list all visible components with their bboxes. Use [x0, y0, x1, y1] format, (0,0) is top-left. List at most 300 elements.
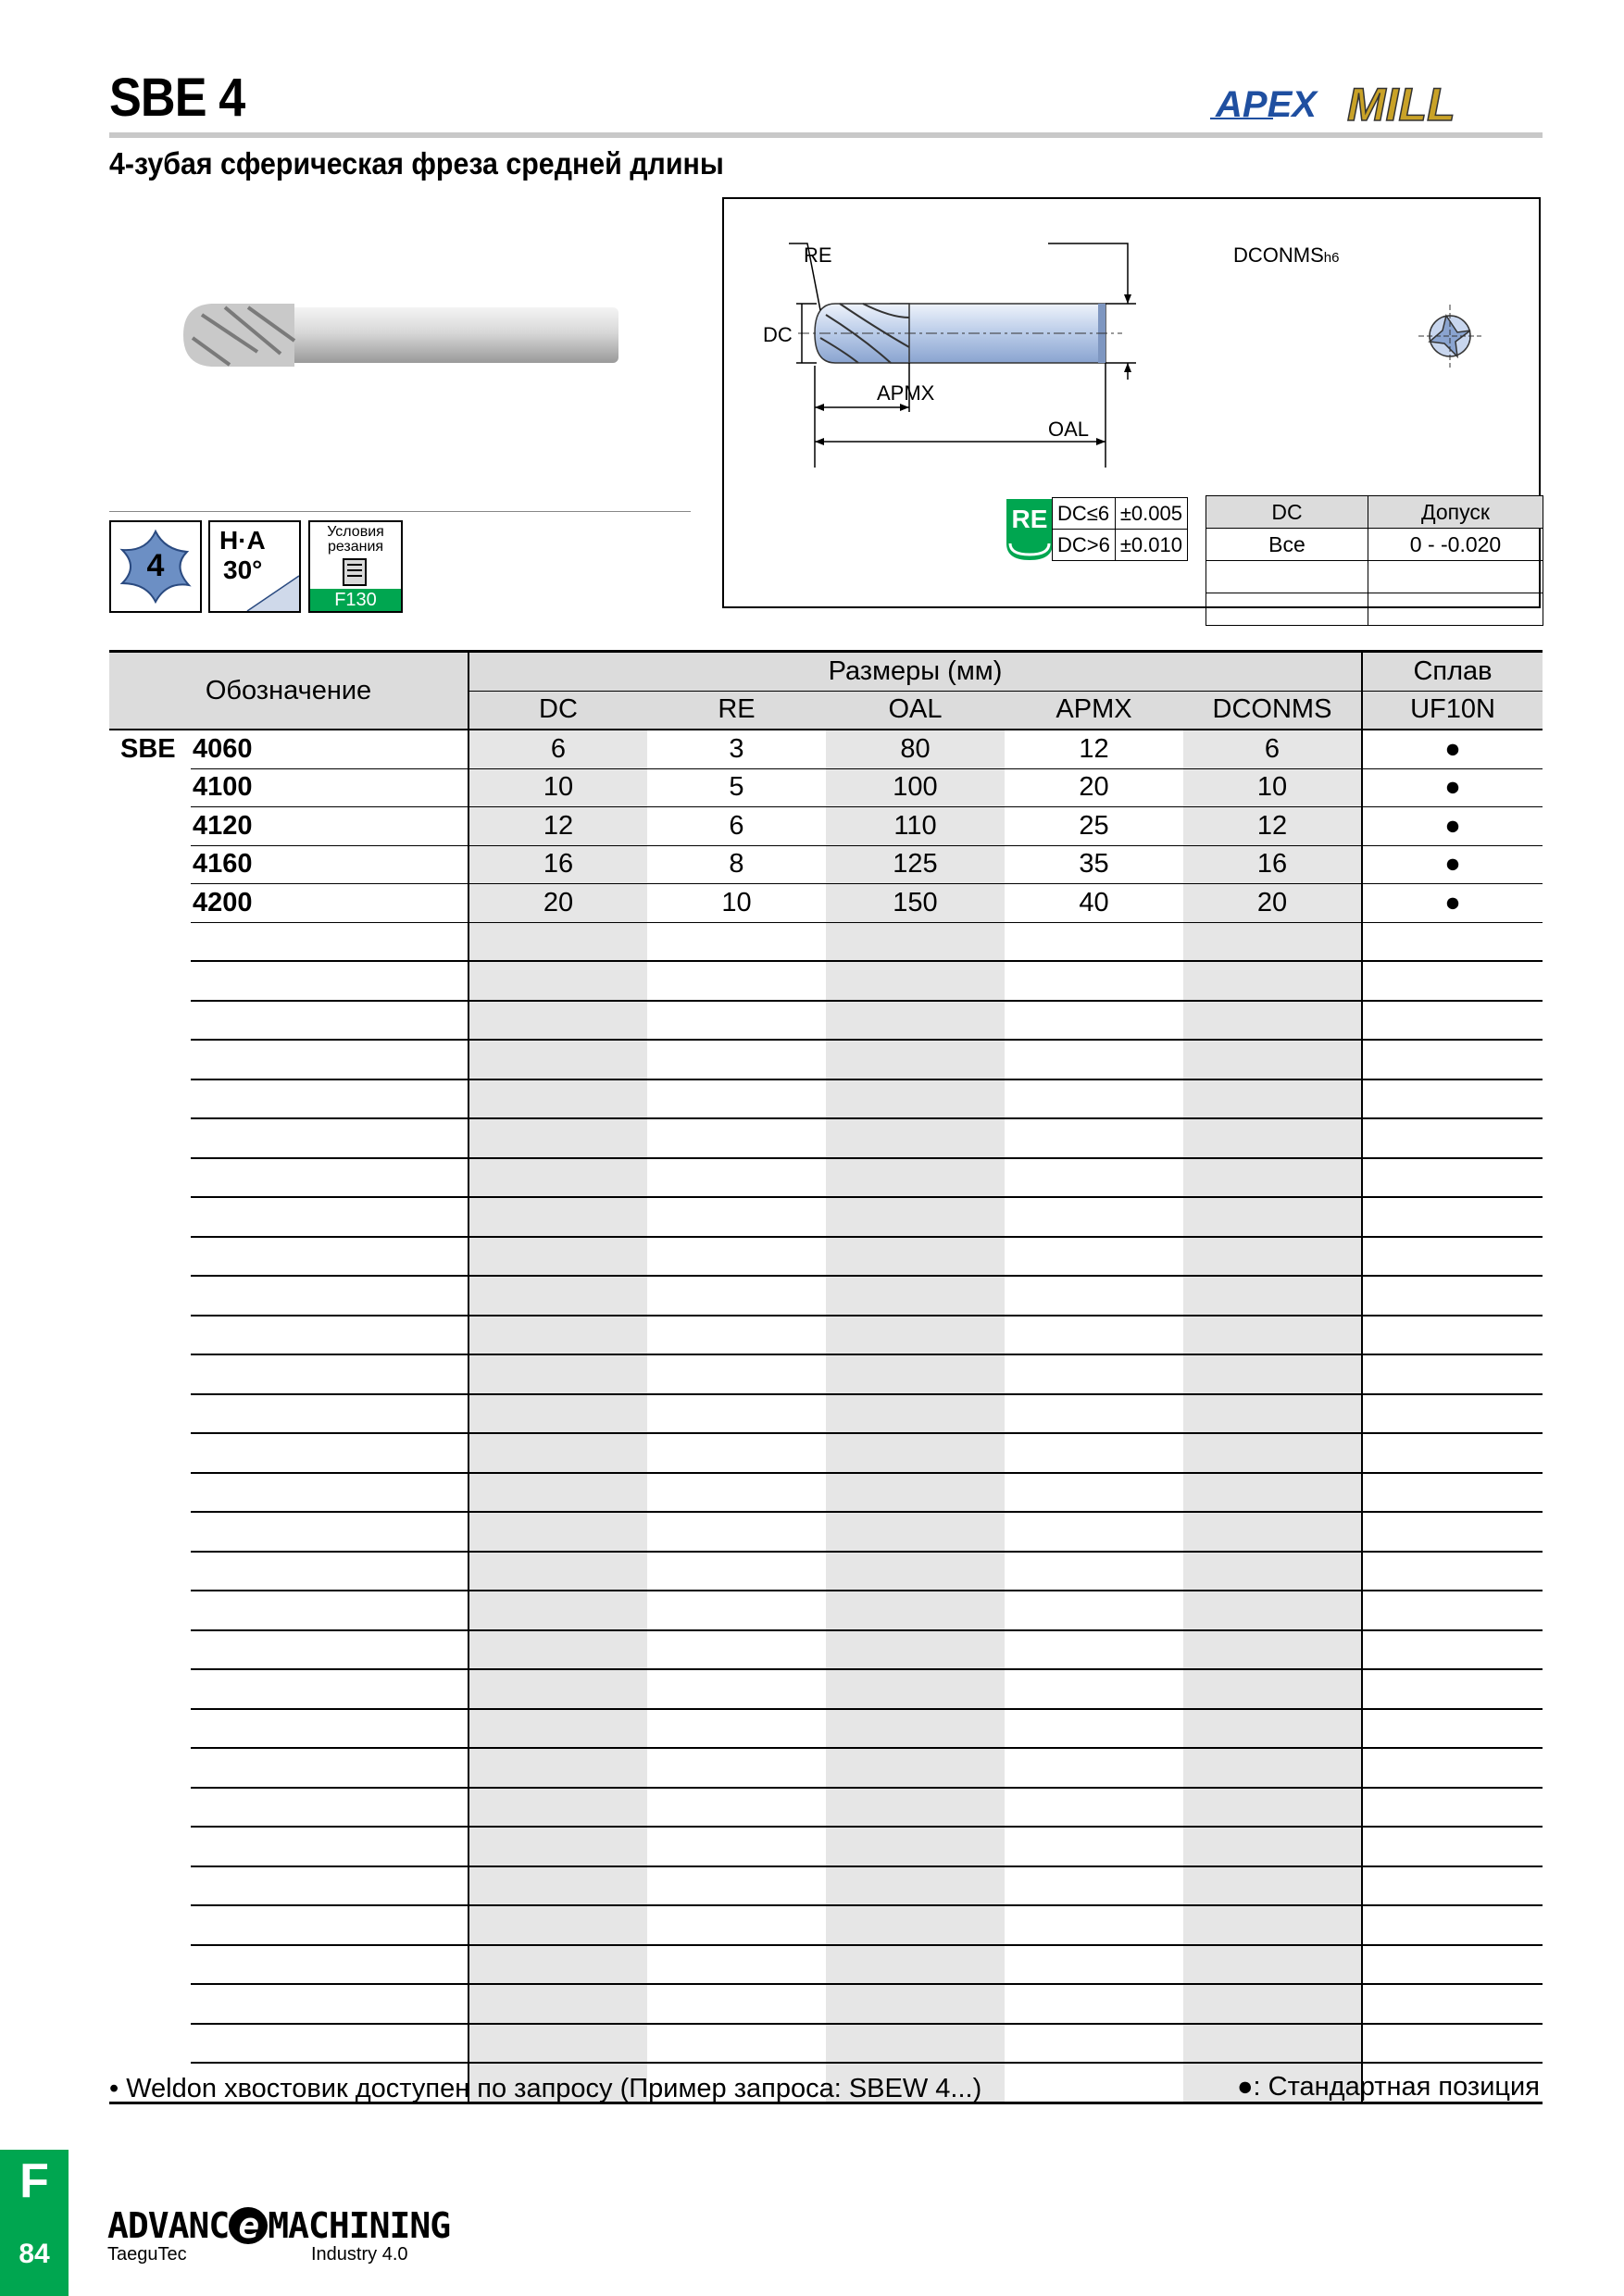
empty-table-row	[109, 1276, 1543, 1316]
cell-oal	[826, 1197, 1005, 1237]
cell-re	[647, 1512, 826, 1552]
series-cell	[109, 1984, 191, 2024]
cell-oal	[826, 1040, 1005, 1079]
cell-dc	[468, 1866, 647, 1906]
designation-code	[191, 1158, 468, 1198]
cell-oal	[826, 1237, 1005, 1277]
cell-apmx	[1005, 1788, 1183, 1828]
re-label: RE	[804, 243, 832, 267]
empty-table-row	[109, 1905, 1543, 1945]
cutting-conditions-icon	[308, 520, 403, 613]
re-tol-cond: DC≤6	[1053, 498, 1116, 530]
cell-apmx	[1005, 1276, 1183, 1316]
cell-re	[647, 1118, 826, 1158]
standard-mark	[1362, 1512, 1543, 1552]
product-table	[109, 650, 1543, 2104]
cell-dconms	[1183, 1316, 1362, 1355]
cell-apmx	[1005, 1158, 1183, 1198]
cell-dconms	[1183, 1552, 1362, 1591]
cell-apmx	[1005, 1001, 1183, 1041]
cell-apmx	[1005, 1237, 1183, 1277]
cell-apmx	[1005, 2063, 1183, 2103]
cell-apmx	[1005, 1316, 1183, 1355]
cell-re	[647, 922, 826, 961]
cell-oal	[826, 1394, 1005, 1434]
designation-code	[191, 1316, 468, 1355]
series-cell	[109, 1630, 191, 1670]
header-rule	[109, 132, 1543, 138]
standard-mark	[1362, 1276, 1543, 1316]
empty-table-row	[109, 1237, 1543, 1277]
dc-tol-cell: Все	[1206, 529, 1368, 561]
cell-dc	[468, 1512, 647, 1552]
cell-oal	[826, 1905, 1005, 1945]
series-cell	[109, 1394, 191, 1434]
cell-oal	[826, 922, 1005, 961]
standard-mark: ●	[1362, 884, 1543, 923]
cell-dconms	[1183, 2024, 1362, 2064]
cell-dc	[468, 1945, 647, 1985]
helix-angle-icon	[208, 520, 301, 613]
cell-apmx	[1005, 961, 1183, 1001]
col-header-apmx: APMX	[1005, 691, 1183, 730]
conditions-page-ref[interactable]: F130	[310, 589, 401, 611]
cell-dconms	[1183, 1512, 1362, 1552]
series-cell	[109, 807, 191, 846]
series-cell	[109, 1316, 191, 1355]
dc-tol-empty	[1206, 561, 1368, 593]
cell-dconms	[1183, 1237, 1362, 1277]
empty-table-row	[109, 1709, 1543, 1749]
col-header-oal: OAL	[826, 691, 1005, 730]
section-letter: F	[19, 2154, 49, 2208]
re-tolerance-table	[1052, 497, 1188, 561]
series-cell	[109, 1197, 191, 1237]
cell-apmx: 20	[1005, 768, 1183, 807]
empty-table-row	[109, 1354, 1543, 1394]
cell-apmx	[1005, 1118, 1183, 1158]
cell-oal: 100	[826, 768, 1005, 807]
series-cell	[109, 1001, 191, 1041]
standard-mark	[1362, 1316, 1543, 1355]
cell-re	[647, 1630, 826, 1670]
cell-oal	[826, 1316, 1005, 1355]
series-cell	[109, 884, 191, 923]
cell-oal	[826, 1788, 1005, 1828]
series-cell	[109, 1473, 191, 1513]
svg-text:MILL: MILL	[1347, 79, 1455, 128]
cell-oal	[826, 1748, 1005, 1788]
cell-re: 10	[647, 884, 826, 923]
empty-table-row	[109, 1788, 1543, 1828]
cell-re	[647, 1276, 826, 1316]
cell-apmx	[1005, 922, 1183, 961]
series-cell	[109, 1552, 191, 1591]
cell-apmx	[1005, 1394, 1183, 1434]
cell-re: 6	[647, 807, 826, 846]
designation-code	[191, 1473, 468, 1513]
cell-apmx	[1005, 1827, 1183, 1866]
standard-mark	[1362, 1158, 1543, 1198]
designation-code	[191, 1394, 468, 1434]
empty-table-row	[109, 1591, 1543, 1630]
empty-table-row	[109, 1473, 1543, 1513]
standard-mark	[1362, 1788, 1543, 1828]
cell-dc	[468, 1118, 647, 1158]
series-cell	[109, 1040, 191, 1079]
cell-dc	[468, 1552, 647, 1591]
cell-apmx	[1005, 1512, 1183, 1552]
cell-re	[647, 1552, 826, 1591]
designation-code	[191, 1866, 468, 1906]
re-tol-value: ±0.005	[1115, 498, 1187, 530]
standard-mark	[1362, 1197, 1543, 1237]
cell-dc	[468, 1984, 647, 2024]
series-cell	[109, 1905, 191, 1945]
col-header-dc: DC	[468, 691, 647, 730]
standard-mark	[1362, 2024, 1543, 2064]
cell-dc	[468, 1827, 647, 1866]
svg-text:APEX: APEX	[1216, 84, 1317, 125]
cell-re	[647, 1158, 826, 1198]
cell-dc: 10	[468, 768, 647, 807]
cell-dc	[468, 1394, 647, 1434]
cell-apmx	[1005, 1473, 1183, 1513]
cell-oal	[826, 1276, 1005, 1316]
empty-table-row	[109, 1945, 1543, 1985]
cell-dc	[468, 1316, 647, 1355]
cell-re: 3	[647, 730, 826, 768]
series-cell	[109, 922, 191, 961]
empty-table-row	[109, 1552, 1543, 1591]
cell-dconms	[1183, 1433, 1362, 1473]
designation-code	[191, 1552, 468, 1591]
cell-re	[647, 961, 826, 1001]
series-cell	[109, 2024, 191, 2064]
cell-re	[647, 1827, 826, 1866]
cell-dconms	[1183, 1079, 1362, 1119]
cell-re	[647, 1001, 826, 1041]
designation-code	[191, 1630, 468, 1670]
cell-dc	[468, 1079, 647, 1119]
cell-dconms	[1183, 1001, 1362, 1041]
cell-dconms	[1183, 1945, 1362, 1985]
standard-mark	[1362, 1394, 1543, 1434]
helix-label: H·A	[219, 526, 266, 555]
cell-dconms	[1183, 1197, 1362, 1237]
series-cell	[109, 1748, 191, 1788]
cell-dc: 16	[468, 845, 647, 884]
re-tolerance-badge: RE	[1005, 497, 1055, 562]
book-icon	[342, 557, 369, 587]
cell-dc	[468, 1237, 647, 1277]
designation-code	[191, 1827, 468, 1866]
series-cell	[109, 1866, 191, 1906]
standard-mark	[1362, 1118, 1543, 1158]
re-tol-value: ±0.010	[1115, 530, 1187, 561]
cell-apmx	[1005, 1433, 1183, 1473]
designation-code	[191, 922, 468, 961]
series-cell	[109, 768, 191, 807]
designation-code	[191, 1788, 468, 1828]
tool-photo	[174, 287, 637, 380]
empty-table-row	[109, 961, 1543, 1001]
cell-re	[647, 1394, 826, 1434]
oal-label: OAL	[1048, 418, 1090, 441]
designation-code	[191, 1433, 468, 1473]
series-cell	[109, 1945, 191, 1985]
cell-re	[647, 1316, 826, 1355]
standard-mark	[1362, 1630, 1543, 1670]
standard-mark	[1362, 1669, 1543, 1709]
cell-dconms	[1183, 1354, 1362, 1394]
standard-mark	[1362, 1079, 1543, 1119]
series-cell	[109, 961, 191, 1001]
cell-oal	[826, 1984, 1005, 2024]
designation-code	[191, 1354, 468, 1394]
series-cell	[109, 1669, 191, 1709]
series-cell	[109, 1827, 191, 1866]
cell-dconms	[1183, 1669, 1362, 1709]
cell-dconms	[1183, 1158, 1362, 1198]
standard-mark: ●	[1362, 768, 1543, 807]
cell-dconms	[1183, 1827, 1362, 1866]
cell-oal: 125	[826, 845, 1005, 884]
table-row	[109, 807, 1543, 846]
cell-dconms: 6	[1183, 730, 1362, 768]
cell-re	[647, 2024, 826, 2064]
empty-table-row	[109, 1866, 1543, 1906]
cell-re	[647, 1905, 826, 1945]
cell-apmx	[1005, 1905, 1183, 1945]
cell-oal	[826, 961, 1005, 1001]
cell-dconms: 16	[1183, 845, 1362, 884]
designation-code	[191, 1237, 468, 1277]
cell-dc	[468, 1709, 647, 1749]
empty-table-row	[109, 1001, 1543, 1041]
dconms-label: DCONMSh6	[1233, 243, 1340, 267]
cell-oal	[826, 1945, 1005, 1985]
series-cell	[109, 1158, 191, 1198]
re-tol-cond: DC>6	[1053, 530, 1116, 561]
cell-dconms	[1183, 1394, 1362, 1434]
designation-code: 4120	[191, 807, 468, 846]
cell-dconms	[1183, 1984, 1362, 2024]
dc-tol-empty	[1206, 593, 1368, 626]
cell-dconms: 10	[1183, 768, 1362, 807]
table-row	[109, 730, 1543, 768]
designation-code	[191, 1040, 468, 1079]
cell-dc: 6	[468, 730, 647, 768]
apmx-label: APMX	[877, 381, 935, 405]
empty-table-row	[109, 1079, 1543, 1119]
standard-mark	[1362, 1473, 1543, 1513]
section-tab	[0, 2150, 69, 2296]
cell-oal	[826, 1079, 1005, 1119]
flute-count: 4	[146, 548, 165, 583]
cell-oal	[826, 2024, 1005, 2064]
designation-code: 4200	[191, 884, 468, 923]
empty-table-row	[109, 1197, 1543, 1237]
series-cell	[109, 845, 191, 884]
designation-code	[191, 1591, 468, 1630]
cell-apmx	[1005, 1040, 1183, 1079]
designation-code	[191, 2024, 468, 2064]
cell-oal	[826, 1118, 1005, 1158]
cell-dconms	[1183, 1630, 1362, 1670]
cell-dc	[468, 1630, 647, 1670]
page-number: 84	[19, 2239, 50, 2269]
cell-apmx	[1005, 1552, 1183, 1591]
empty-table-row	[109, 1394, 1543, 1434]
cell-dc	[468, 1788, 647, 1828]
cell-re	[647, 1591, 826, 1630]
designation-code	[191, 1118, 468, 1158]
cell-dconms	[1183, 1709, 1362, 1749]
designation-code	[191, 1709, 468, 1749]
cell-dconms	[1183, 1276, 1362, 1316]
series-cell	[109, 1276, 191, 1316]
cell-dconms: 20	[1183, 884, 1362, 923]
series-cell	[109, 1237, 191, 1277]
cell-apmx	[1005, 1866, 1183, 1906]
cell-dc	[468, 1669, 647, 1709]
cell-dconms	[1183, 1788, 1362, 1828]
standard-mark	[1362, 1945, 1543, 1985]
standard-mark	[1362, 922, 1543, 961]
standard-mark	[1362, 1827, 1543, 1866]
alloy-header: Сплав	[1362, 652, 1543, 692]
series-cell	[109, 1079, 191, 1119]
cell-re: 5	[647, 768, 826, 807]
cell-dc: 12	[468, 807, 647, 846]
cell-oal	[826, 1433, 1005, 1473]
cell-apmx: 25	[1005, 807, 1183, 846]
cell-apmx	[1005, 1984, 1183, 2024]
designation-code	[191, 1001, 468, 1041]
cell-re	[647, 1354, 826, 1394]
empty-table-row	[109, 1316, 1543, 1355]
empty-table-row	[109, 1118, 1543, 1158]
cell-oal	[826, 1001, 1005, 1041]
series-cell	[109, 1354, 191, 1394]
table-row	[109, 768, 1543, 807]
dc-tol-header: DC	[1206, 496, 1368, 529]
cell-oal	[826, 1354, 1005, 1394]
cell-apmx	[1005, 1630, 1183, 1670]
cell-oal	[826, 1552, 1005, 1591]
standard-mark	[1362, 1984, 1543, 2024]
cell-dc	[468, 1748, 647, 1788]
standard-mark	[1362, 1591, 1543, 1630]
standard-mark	[1362, 1748, 1543, 1788]
cell-oal: 110	[826, 807, 1005, 846]
cell-dc: 20	[468, 884, 647, 923]
cell-dc	[468, 922, 647, 961]
cell-re	[647, 1866, 826, 1906]
cell-dc	[468, 1905, 647, 1945]
designation-code: 4160	[191, 845, 468, 884]
page-subtitle: 4-зубая сферическая фреза средней длины	[109, 146, 724, 181]
conditions-label-2: резания	[327, 539, 384, 555]
designation-code	[191, 1905, 468, 1945]
standard-mark: ●	[1362, 845, 1543, 884]
cell-dc	[468, 1040, 647, 1079]
cell-dconms	[1183, 1748, 1362, 1788]
cell-dconms	[1183, 1866, 1362, 1906]
cell-dc	[468, 1158, 647, 1198]
standard-mark	[1362, 1552, 1543, 1591]
series-cell	[109, 1591, 191, 1630]
cell-re	[647, 1079, 826, 1119]
cell-re	[647, 1197, 826, 1237]
weldon-footnote: • Weldon хвостовик доступен по запросу (Пример запроса: SBEW 4...)	[109, 2074, 982, 2103]
series-cell	[109, 1709, 191, 1749]
designation-code	[191, 1669, 468, 1709]
standard-mark	[1362, 1709, 1543, 1749]
cell-apmx	[1005, 1079, 1183, 1119]
series-cell	[109, 1118, 191, 1158]
cell-re	[647, 1788, 826, 1828]
flute-count-icon	[109, 520, 202, 613]
cell-oal	[826, 1512, 1005, 1552]
cell-re	[647, 1748, 826, 1788]
cell-re	[647, 1237, 826, 1277]
empty-table-row	[109, 1433, 1543, 1473]
empty-table-row	[109, 2024, 1543, 2064]
dc-label: DC	[763, 323, 793, 346]
series-cell	[109, 1512, 191, 1552]
empty-table-row	[109, 1630, 1543, 1670]
cell-dconms: 12	[1183, 807, 1362, 846]
cell-oal: 150	[826, 884, 1005, 923]
cell-dc	[468, 1591, 647, 1630]
empty-table-row	[109, 1040, 1543, 1079]
table-row	[109, 884, 1543, 923]
cell-apmx	[1005, 1354, 1183, 1394]
designation-code	[191, 1276, 468, 1316]
standard-mark	[1362, 1433, 1543, 1473]
cell-dc	[468, 1354, 647, 1394]
cell-apmx	[1005, 1945, 1183, 1985]
cell-re	[647, 1473, 826, 1513]
designation-code: 4100	[191, 768, 468, 807]
empty-table-row	[109, 1748, 1543, 1788]
dc-tol-empty	[1368, 561, 1543, 593]
cell-dc	[468, 961, 647, 1001]
empty-table-row	[109, 1669, 1543, 1709]
empty-table-row	[109, 1827, 1543, 1866]
cell-dconms	[1183, 1040, 1362, 1079]
designation-code	[191, 1984, 468, 2024]
cell-oal	[826, 1473, 1005, 1513]
cell-dc	[468, 1473, 647, 1513]
cell-dconms	[1183, 1118, 1362, 1158]
empty-table-row	[109, 1984, 1543, 2024]
cell-oal	[826, 1709, 1005, 1749]
cell-oal: 80	[826, 730, 1005, 768]
standard-mark	[1362, 1040, 1543, 1079]
cell-apmx: 40	[1005, 884, 1183, 923]
photo-divider	[109, 511, 691, 512]
cell-re	[647, 1709, 826, 1749]
designation-code	[191, 1945, 468, 1985]
series-cell: SBE	[120, 734, 176, 764]
cell-dc	[468, 1197, 647, 1237]
cell-re	[647, 1433, 826, 1473]
standard-mark	[1362, 1905, 1543, 1945]
cell-dc	[468, 1433, 647, 1473]
